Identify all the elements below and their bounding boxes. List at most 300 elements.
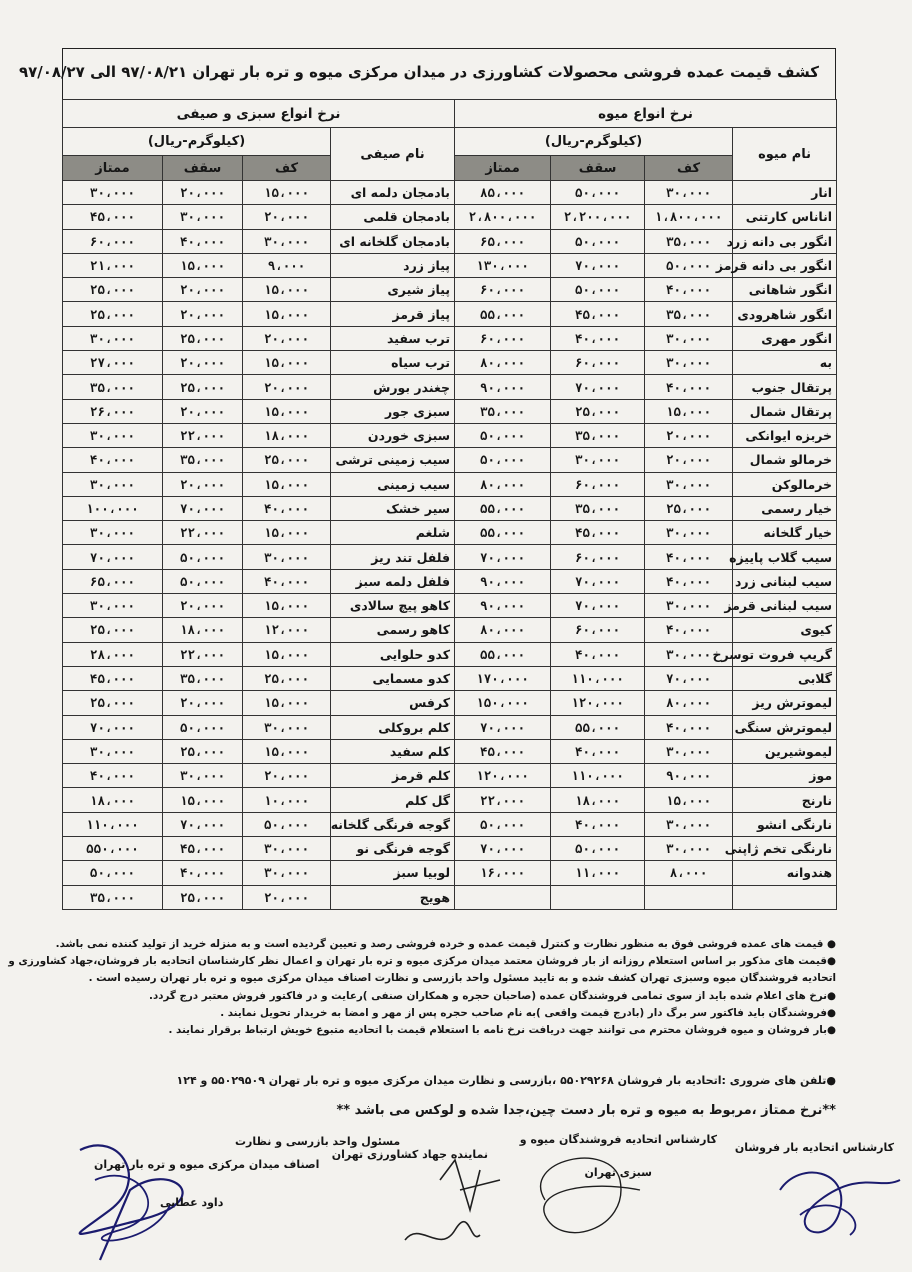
veg-premium-price-cell: ۴۵،۰۰۰: [63, 205, 163, 229]
note-line: ●نرخ های اعلام شده باید از سوی تمامی فروشندگان عمده (صاحبان حجره و همکاران صنفی )رعایت و در فاکتور فروش معتبر درج گردد.: [149, 989, 836, 1002]
table-row: [63, 399, 837, 423]
fruit-name-cell: نارنگی تخم ژاپنی: [733, 837, 837, 861]
veg-max-price-cell: ۲۰،۰۰۰: [163, 594, 243, 618]
veg-max-price-cell: ۲۰،۰۰۰: [163, 399, 243, 423]
fruit-name-cell: سیب گلاب پاییزه: [733, 545, 837, 569]
fruit-premium-price-cell: ۷۰،۰۰۰: [455, 545, 551, 569]
veg-max-price-cell: ۷۰،۰۰۰: [163, 496, 243, 520]
fruit-name-cell: لیموشیرین: [733, 739, 837, 763]
veg-name-cell: فلفل دلمه سبز: [331, 569, 455, 593]
fruit-min-price-cell: ۵۰،۰۰۰: [645, 253, 733, 277]
veg-min-price-cell: ۱۵،۰۰۰: [243, 594, 331, 618]
table-row: [63, 496, 837, 520]
table-row: [63, 278, 837, 302]
table-row: [63, 739, 837, 763]
fruit-min-price-cell: ۳۰،۰۰۰: [645, 739, 733, 763]
veg-premium-price-cell: ۷۰،۰۰۰: [63, 545, 163, 569]
fruit-min-price-cell: ۱۵،۰۰۰: [645, 399, 733, 423]
veg-premium-price-cell: ۴۵،۰۰۰: [63, 666, 163, 690]
table-row: [63, 764, 837, 788]
veg-max-price-cell: ۲۰،۰۰۰: [163, 181, 243, 205]
veg-min-price-cell: ۱۲،۰۰۰: [243, 618, 331, 642]
fruit-name-cell: انگور شاهانی: [733, 278, 837, 302]
veg-min-price-cell: ۲۵،۰۰۰: [243, 666, 331, 690]
fruit-min-price-cell: ۳۰،۰۰۰: [645, 181, 733, 205]
fruit-max-header: سقف: [551, 156, 645, 181]
veg-name-header: نام صیفی: [331, 128, 455, 181]
inspector-label-2: اصناف میدان مرکزی میوه و تره بار تهران: [94, 1158, 320, 1171]
veg-name-cell: پیاز زرد: [331, 253, 455, 277]
veg-premium-header: ممتاز: [63, 156, 163, 181]
veg-max-price-cell: ۵۰،۰۰۰: [163, 545, 243, 569]
fruit-premium-price-cell: ۵۵،۰۰۰: [455, 642, 551, 666]
veg-max-price-cell: ۴۰،۰۰۰: [163, 229, 243, 253]
fruit-min-price-cell: ۳۵،۰۰۰: [645, 302, 733, 326]
veg-max-price-cell: ۳۵،۰۰۰: [163, 448, 243, 472]
veg-min-price-cell: ۱۵،۰۰۰: [243, 691, 331, 715]
fruit-min-price-cell: ۳۰،۰۰۰: [645, 326, 733, 350]
veg-min-price-cell: ۲۰،۰۰۰: [243, 326, 331, 350]
veg-min-price-cell: ۱۵،۰۰۰: [243, 278, 331, 302]
fruit-premium-price-cell: ۱۵۰،۰۰۰: [455, 691, 551, 715]
fruit-premium-price-cell: ۷۰،۰۰۰: [455, 837, 551, 861]
veg-max-price-cell: ۲۰،۰۰۰: [163, 278, 243, 302]
veg-premium-price-cell: ۱۸،۰۰۰: [63, 788, 163, 812]
fruit-premium-price-cell: [455, 885, 551, 909]
table-row: [63, 205, 837, 229]
fruit-min-price-cell: ۴۰،۰۰۰: [645, 375, 733, 399]
veg-name-cell: پیاز شیری: [331, 278, 455, 302]
veg-premium-price-cell: ۳۰،۰۰۰: [63, 521, 163, 545]
veg-max-price-cell: ۲۰،۰۰۰: [163, 691, 243, 715]
veg-name-cell: فلفل تند ریز: [331, 545, 455, 569]
fruit-premium-price-cell: ۱۳۰،۰۰۰: [455, 253, 551, 277]
veg-premium-price-cell: ۳۵،۰۰۰: [63, 375, 163, 399]
fruit-min-price-cell: ۴۰،۰۰۰: [645, 618, 733, 642]
fruit-max-price-cell: ۳۵،۰۰۰: [551, 423, 645, 447]
fruit-name-cell: خرمالو شمال: [733, 448, 837, 472]
veg-name-cell: کدو مسمایی: [331, 666, 455, 690]
fruit-min-price-cell: ۳۰،۰۰۰: [645, 472, 733, 496]
table-row: [63, 302, 837, 326]
notes-block: [8, 936, 836, 1039]
note-line: ●فروشندگان باید فاکتور سر برگ دار (بادرج قیمت واقعی )به نام صاحب حجره پس از مهر و امضا به خریدار تحویل نمایند .: [220, 1006, 836, 1019]
veg-max-price-cell: ۲۵،۰۰۰: [163, 375, 243, 399]
table-row: [63, 885, 837, 909]
veg-section-header: نرخ انواع سبزی و صیفی: [63, 100, 455, 128]
fruit-name-cell: اناناس کارتنی: [733, 205, 837, 229]
fruit-max-price-cell: ۷۰،۰۰۰: [551, 594, 645, 618]
veg-min-price-cell: ۴۰،۰۰۰: [243, 496, 331, 520]
fruit-name-cell: نارنگی انشو: [733, 812, 837, 836]
fruit-name-cell: خرمالوکن: [733, 472, 837, 496]
veg-min-price-cell: ۹،۰۰۰: [243, 253, 331, 277]
fruit-section-header: نرخ انواع میوه: [455, 100, 837, 128]
fruit-name-cell: خیار گلخانه: [733, 521, 837, 545]
fruit-max-price-cell: ۲۵،۰۰۰: [551, 399, 645, 423]
veg-premium-price-cell: ۳۰،۰۰۰: [63, 472, 163, 496]
veg-min-price-cell: ۳۰،۰۰۰: [243, 837, 331, 861]
veg-name-cell: سبزی جور: [331, 399, 455, 423]
fruit-name-cell: نارنج: [733, 788, 837, 812]
veg-name-cell: گل کلم: [331, 788, 455, 812]
note-line: ● قیمت های عمده فروشی فوق به منظور نظارت و کنترل قیمت عمده و خرده فروشی رصد و تعیین گردیده است و به منزله خرید از تولید کننده نمی باشد.: [55, 938, 836, 950]
fruit-min-price-cell: ۴۰،۰۰۰: [645, 569, 733, 593]
fruit-premium-price-cell: ۱۲۰،۰۰۰: [455, 764, 551, 788]
fruit-name-cell: گریپ فروت توسرخ: [733, 642, 837, 666]
veg-premium-price-cell: ۱۱۰،۰۰۰: [63, 812, 163, 836]
fruit-min-price-cell: ۸،۰۰۰: [645, 861, 733, 885]
veg-premium-price-cell: ۲۶،۰۰۰: [63, 399, 163, 423]
union-expert-signature-label: کارشناس اتحادیه بار فروشان: [734, 1141, 894, 1154]
fruit-name-cell: لیموترش ریز: [733, 691, 837, 715]
veg-premium-price-cell: ۶۵،۰۰۰: [63, 569, 163, 593]
fruit-min-price-cell: ۳۰،۰۰۰: [645, 642, 733, 666]
fruit-premium-header: ممتاز: [455, 156, 551, 181]
veg-max-price-cell: ۱۵،۰۰۰: [163, 253, 243, 277]
veg-max-price-cell: ۵۰،۰۰۰: [163, 569, 243, 593]
fruit-name-cell: [733, 885, 837, 909]
fruit-min-price-cell: ۴۰،۰۰۰: [645, 545, 733, 569]
note-line: اتحادیه فروشندگان میوه وسبزی تهران کشف شده و به تایید مسئول واحد بازرسی و نظارت اصناف میدان مرکزی میوه و تره بار تهران رسیده است .: [88, 972, 836, 985]
veg-min-price-cell: ۳۰،۰۰۰: [243, 861, 331, 885]
fruit-premium-price-cell: ۵۰،۰۰۰: [455, 448, 551, 472]
veg-premium-price-cell: ۲۱،۰۰۰: [63, 253, 163, 277]
fruit-name-cell: انار: [733, 181, 837, 205]
fruit-max-price-cell: ۶۰،۰۰۰: [551, 472, 645, 496]
veg-max-price-cell: ۷۰،۰۰۰: [163, 812, 243, 836]
veg-min-price-cell: ۱۸،۰۰۰: [243, 423, 331, 447]
fruit-max-price-cell: ۱۸،۰۰۰: [551, 788, 645, 812]
table-row: [63, 472, 837, 496]
fruit-name-cell: خربزه ایوانکی: [733, 423, 837, 447]
fruit-max-price-cell: ۱۱۰،۰۰۰: [551, 764, 645, 788]
fruit-premium-price-cell: ۸۰،۰۰۰: [455, 472, 551, 496]
table-row: [63, 837, 837, 861]
fruit-max-price-cell: [551, 885, 645, 909]
fruit-premium-price-cell: ۵۰،۰۰۰: [455, 423, 551, 447]
fruit-premium-price-cell: ۵۰،۰۰۰: [455, 812, 551, 836]
veg-premium-price-cell: ۶۰،۰۰۰: [63, 229, 163, 253]
fruit-premium-price-cell: ۱۶،۰۰۰: [455, 861, 551, 885]
veg-max-price-cell: ۴۰،۰۰۰: [163, 861, 243, 885]
veg-name-cell: ترب سفید: [331, 326, 455, 350]
fruit-name-cell: پرتقال جنوب: [733, 375, 837, 399]
veg-min-price-cell: ۱۵،۰۰۰: [243, 739, 331, 763]
veg-premium-price-cell: ۲۵،۰۰۰: [63, 618, 163, 642]
fruit-max-price-cell: ۷۰،۰۰۰: [551, 569, 645, 593]
veg-min-price-cell: ۳۰،۰۰۰: [243, 715, 331, 739]
veg-name-cell: کلم قرمز: [331, 764, 455, 788]
veg-min-price-cell: ۱۵،۰۰۰: [243, 181, 331, 205]
veg-max-price-cell: ۴۵،۰۰۰: [163, 837, 243, 861]
fruit-min-price-cell: ۳۰،۰۰۰: [645, 837, 733, 861]
veg-name-cell: پیاز قرمز: [331, 302, 455, 326]
veg-max-price-cell: ۲۰،۰۰۰: [163, 302, 243, 326]
veg-min-price-cell: ۲۰،۰۰۰: [243, 885, 331, 909]
fruit-name-cell: کیوی: [733, 618, 837, 642]
veg-name-cell: گوجه فرنگی گلخانه: [331, 812, 455, 836]
veg-min-price-cell: ۲۰،۰۰۰: [243, 205, 331, 229]
fruit-name-cell: گلابی: [733, 666, 837, 690]
fruit-max-price-cell: ۴۵،۰۰۰: [551, 521, 645, 545]
veg-premium-price-cell: ۳۰،۰۰۰: [63, 326, 163, 350]
jahad-rep-label: نماینده جهاد کشاورزی تهران: [331, 1148, 488, 1161]
table-row: [63, 545, 837, 569]
fruit-name-cell: لیموترش سنگی: [733, 715, 837, 739]
fruit-name-cell: انگور بی دانه زرد: [733, 229, 837, 253]
fruit-min-price-cell: [645, 885, 733, 909]
veg-min-price-cell: ۴۰،۰۰۰: [243, 569, 331, 593]
fruit-premium-price-cell: ۹۰،۰۰۰: [455, 569, 551, 593]
fruit-min-price-cell: ۴۰،۰۰۰: [645, 278, 733, 302]
fruit-max-price-cell: ۶۰،۰۰۰: [551, 351, 645, 375]
veg-name-cell: سیر خشک: [331, 496, 455, 520]
fruit-premium-price-cell: ۸۵،۰۰۰: [455, 181, 551, 205]
veg-premium-price-cell: ۲۸،۰۰۰: [63, 642, 163, 666]
fruit-max-price-cell: ۷۰،۰۰۰: [551, 253, 645, 277]
veg-max-price-cell: ۲۲،۰۰۰: [163, 521, 243, 545]
fruit-premium-price-cell: ۲،۸۰۰،۰۰۰: [455, 205, 551, 229]
fruit-premium-price-cell: ۶۰،۰۰۰: [455, 278, 551, 302]
fruit-max-price-cell: ۶۰،۰۰۰: [551, 618, 645, 642]
veg-min-price-cell: ۲۵،۰۰۰: [243, 448, 331, 472]
veg-min-price-cell: ۱۵،۰۰۰: [243, 521, 331, 545]
veg-max-price-cell: ۳۰،۰۰۰: [163, 205, 243, 229]
veg-premium-price-cell: ۱۰۰،۰۰۰: [63, 496, 163, 520]
fruit-min-price-cell: ۱۵،۰۰۰: [645, 788, 733, 812]
fruit-min-price-cell: ۲۰،۰۰۰: [645, 423, 733, 447]
veg-name-cell: سیب زمینی ترشی: [331, 448, 455, 472]
veg-min-price-cell: ۱۵،۰۰۰: [243, 472, 331, 496]
fruit-premium-price-cell: ۸۰،۰۰۰: [455, 618, 551, 642]
veg-name-cell: ترب سیاه: [331, 351, 455, 375]
veg-max-price-cell: ۱۸،۰۰۰: [163, 618, 243, 642]
veg-name-cell: کاهو رسمی: [331, 618, 455, 642]
veg-min-price-cell: ۲۰،۰۰۰: [243, 375, 331, 399]
fruit-premium-price-cell: ۳۵،۰۰۰: [455, 399, 551, 423]
table-row: [63, 448, 837, 472]
veg-premium-price-cell: ۲۵،۰۰۰: [63, 278, 163, 302]
fruit-min-price-cell: ۱،۸۰۰،۰۰۰: [645, 205, 733, 229]
veg-name-cell: بادمجان قلمی: [331, 205, 455, 229]
veg-min-price-cell: ۳۰،۰۰۰: [243, 545, 331, 569]
table-row: [63, 326, 837, 350]
veg-name-cell: گوجه فرنگی نو: [331, 837, 455, 861]
veg-name-cell: کدو حلوایی: [331, 642, 455, 666]
note-line: ●قیمت های مذکور بر اساس استعلام روزانه از بار فروشان معتمد میدان مرکزی میوه و تره بار تهران و اعمال نظر کارشناسان اتحادیه بار فروشان،جهاد کشاورزی و: [8, 955, 836, 968]
veg-min-price-cell: ۱۵،۰۰۰: [243, 642, 331, 666]
fruit-premium-price-cell: ۵۵،۰۰۰: [455, 496, 551, 520]
table-row: [63, 788, 837, 812]
fruit-min-price-cell: ۳۰،۰۰۰: [645, 351, 733, 375]
fruit-max-price-cell: ۴۰،۰۰۰: [551, 739, 645, 763]
fruit-min-price-cell: ۳۰،۰۰۰: [645, 812, 733, 836]
fruit-max-price-cell: ۱۱،۰۰۰: [551, 861, 645, 885]
fruit-max-price-cell: ۲،۲۰۰،۰۰۰: [551, 205, 645, 229]
table-row: [63, 229, 837, 253]
table-row: [63, 521, 837, 545]
fruit-min-price-cell: ۸۰،۰۰۰: [645, 691, 733, 715]
veg-max-price-cell: ۲۲،۰۰۰: [163, 642, 243, 666]
veg-max-price-cell: ۲۵،۰۰۰: [163, 885, 243, 909]
veg-min-price-cell: ۱۰،۰۰۰: [243, 788, 331, 812]
veg-max-price-cell: ۳۵،۰۰۰: [163, 666, 243, 690]
fruit-min-price-cell: ۷۰،۰۰۰: [645, 666, 733, 690]
veg-name-cell: کلم سفید: [331, 739, 455, 763]
veg-name-cell: بادمجان گلخانه ای: [331, 229, 455, 253]
veg-premium-price-cell: ۳۰،۰۰۰: [63, 181, 163, 205]
veg-premium-price-cell: ۳۰،۰۰۰: [63, 739, 163, 763]
table-row: [63, 351, 837, 375]
fruit-premium-price-cell: ۵۵،۰۰۰: [455, 302, 551, 326]
veg-max-price-cell: ۱۵،۰۰۰: [163, 788, 243, 812]
fruit-min-price-cell: ۴۰،۰۰۰: [645, 715, 733, 739]
inspector-label-3: داود عطایی: [160, 1196, 224, 1209]
fruit-min-price-cell: ۳۰،۰۰۰: [645, 594, 733, 618]
table-row: [63, 569, 837, 593]
fruit-min-price-cell: ۲۰،۰۰۰: [645, 448, 733, 472]
veg-max-price-cell: ۲۵،۰۰۰: [163, 326, 243, 350]
title-box: [18, 48, 836, 100]
fruit-premium-price-cell: ۲۲،۰۰۰: [455, 788, 551, 812]
fruit-name-cell: انگور مهری: [733, 326, 837, 350]
fruit-premium-price-cell: ۶۵،۰۰۰: [455, 229, 551, 253]
veg-premium-price-cell: ۷۰،۰۰۰: [63, 715, 163, 739]
veg-name-cell: چغندر بورش: [331, 375, 455, 399]
fruit-max-price-cell: ۵۵،۰۰۰: [551, 715, 645, 739]
fruit-max-price-cell: ۷۰،۰۰۰: [551, 375, 645, 399]
fruit-name-cell: هندوانه: [733, 861, 837, 885]
veg-max-price-cell: ۳۰،۰۰۰: [163, 764, 243, 788]
veg-min-price-cell: ۱۵،۰۰۰: [243, 302, 331, 326]
table-row: [63, 253, 837, 277]
fruit-max-price-cell: ۶۰،۰۰۰: [551, 545, 645, 569]
fruit-name-cell: سیب لبنانی زرد: [733, 569, 837, 593]
veg-premium-price-cell: ۳۰،۰۰۰: [63, 594, 163, 618]
phone-numbers: ●تلفن های ضروری :اتحادیه بار فروشان ۵۵۰۲۹۲۶۸ ،بازرسی و نظارت میدان مرکزی میوه و تره بار تهران ۵۵۰۲۹۵۰۹ و ۱۲۴: [176, 1074, 836, 1087]
veg-premium-price-cell: ۳۵،۰۰۰: [63, 885, 163, 909]
table-row: [63, 423, 837, 447]
veg-name-cell: کاهو پیچ سالادی: [331, 594, 455, 618]
veg-premium-price-cell: ۴۰،۰۰۰: [63, 448, 163, 472]
table-row: [63, 594, 837, 618]
veg-min-header: کف: [243, 156, 331, 181]
fruit-premium-price-cell: ۱۷۰،۰۰۰: [455, 666, 551, 690]
fruit-premium-price-cell: ۹۰،۰۰۰: [455, 594, 551, 618]
veg-premium-price-cell: ۵۰،۰۰۰: [63, 861, 163, 885]
fruit-min-price-cell: ۹۰،۰۰۰: [645, 764, 733, 788]
fruit-max-price-cell: ۴۰،۰۰۰: [551, 642, 645, 666]
veg-min-price-cell: ۱۵،۰۰۰: [243, 399, 331, 423]
veg-premium-price-cell: ۵۵۰،۰۰۰: [63, 837, 163, 861]
veg-premium-price-cell: ۲۷،۰۰۰: [63, 351, 163, 375]
premium-note: **نرخ ممتاز ،مربوط به میوه و تره بار دست چین،جدا شده و لوکس می باشد **: [336, 1103, 836, 1118]
fruit-premium-price-cell: ۹۰،۰۰۰: [455, 375, 551, 399]
veg-max-price-cell: ۲۲،۰۰۰: [163, 423, 243, 447]
sellers-union-label-1: کارشناس اتحادیه فروشندگان میوه و: [519, 1133, 717, 1146]
veg-max-price-cell: ۲۰،۰۰۰: [163, 472, 243, 496]
fruit-min-price-cell: ۲۵،۰۰۰: [645, 496, 733, 520]
fruit-min-price-cell: ۳۰،۰۰۰: [645, 521, 733, 545]
fruit-name-cell: خیار رسمی: [733, 496, 837, 520]
fruit-max-price-cell: ۴۰،۰۰۰: [551, 326, 645, 350]
fruit-premium-price-cell: ۷۰،۰۰۰: [455, 715, 551, 739]
fruit-name-cell: انگور شاهرودی: [733, 302, 837, 326]
table-row: [63, 861, 837, 885]
veg-name-cell: کرفس: [331, 691, 455, 715]
table-row: [63, 812, 837, 836]
fruit-premium-price-cell: ۵۵،۰۰۰: [455, 521, 551, 545]
table-row: [63, 715, 837, 739]
fruit-max-price-cell: ۵۰،۰۰۰: [551, 278, 645, 302]
veg-premium-price-cell: ۴۰،۰۰۰: [63, 764, 163, 788]
fruit-max-price-cell: ۳۵،۰۰۰: [551, 496, 645, 520]
fruit-premium-price-cell: ۴۵،۰۰۰: [455, 739, 551, 763]
veg-unit-label: (کیلوگرم-ریال): [63, 128, 331, 156]
fruit-max-price-cell: ۱۲۰،۰۰۰: [551, 691, 645, 715]
veg-max-price-cell: ۵۰،۰۰۰: [163, 715, 243, 739]
veg-premium-price-cell: ۲۵،۰۰۰: [63, 691, 163, 715]
veg-name-cell: بادمجان دلمه ای: [331, 181, 455, 205]
fruit-max-price-cell: ۵۰،۰۰۰: [551, 181, 645, 205]
table-row: [63, 181, 837, 205]
veg-name-cell: کلم بروکلی: [331, 715, 455, 739]
fruit-name-header: نام میوه: [733, 128, 837, 181]
price-table: [62, 99, 837, 910]
veg-name-cell: لوبیا سبز: [331, 861, 455, 885]
document-title: کشف قیمت عمده فروشی محصولات کشاورزی در میدان مرکزی میوه و تره بار تهران ۹۷/۰۸/۲۱ الی ۹۷/۰۸/۲۷: [18, 63, 819, 81]
fruit-premium-price-cell: ۸۰،۰۰۰: [455, 351, 551, 375]
note-line: ●بار فروشان و میوه فروشان محترم می توانند جهت دریافت نرخ نامه با استعلام قیمت با اتحادیه متبوع خویش ارتباط برقرار نمایند .: [168, 1024, 836, 1037]
veg-name-cell: هویج: [331, 885, 455, 909]
price-rows: [63, 181, 837, 910]
veg-max-price-cell: ۲۵،۰۰۰: [163, 739, 243, 763]
fruit-name-cell: به: [733, 351, 837, 375]
table-row: [63, 642, 837, 666]
sellers-union-label-2: سبزی تهران: [584, 1166, 652, 1179]
veg-min-price-cell: ۱۵،۰۰۰: [243, 351, 331, 375]
veg-min-price-cell: ۲۰،۰۰۰: [243, 764, 331, 788]
veg-max-price-cell: ۲۰،۰۰۰: [163, 351, 243, 375]
fruit-unit-label: (کیلوگرم-ریال): [455, 128, 733, 156]
veg-premium-price-cell: ۳۰،۰۰۰: [63, 423, 163, 447]
fruit-name-cell: پرتقال شمال: [733, 399, 837, 423]
inspector-label-1: مسئول واحد بازرسی و نظارت: [235, 1135, 401, 1148]
fruit-max-price-cell: ۱۱۰،۰۰۰: [551, 666, 645, 690]
fruit-premium-price-cell: ۶۰،۰۰۰: [455, 326, 551, 350]
veg-min-price-cell: ۵۰،۰۰۰: [243, 812, 331, 836]
fruit-min-header: کف: [645, 156, 733, 181]
fruit-name-cell: انگور بی دانه قرمز: [733, 253, 837, 277]
fruit-max-price-cell: ۵۰،۰۰۰: [551, 229, 645, 253]
table-row: [63, 375, 837, 399]
fruit-max-price-cell: ۴۰،۰۰۰: [551, 812, 645, 836]
veg-name-cell: سیب زمینی: [331, 472, 455, 496]
table-row: [63, 666, 837, 690]
table-row: [63, 618, 837, 642]
veg-max-header: سقف: [163, 156, 243, 181]
veg-min-price-cell: ۳۰،۰۰۰: [243, 229, 331, 253]
fruit-name-cell: موز: [733, 764, 837, 788]
fruit-max-price-cell: ۵۰،۰۰۰: [551, 837, 645, 861]
fruit-max-price-cell: ۳۰،۰۰۰: [551, 448, 645, 472]
fruit-min-price-cell: ۳۵،۰۰۰: [645, 229, 733, 253]
fruit-max-price-cell: ۴۵،۰۰۰: [551, 302, 645, 326]
veg-name-cell: شلغم: [331, 521, 455, 545]
table-row: [63, 691, 837, 715]
veg-premium-price-cell: ۲۵،۰۰۰: [63, 302, 163, 326]
